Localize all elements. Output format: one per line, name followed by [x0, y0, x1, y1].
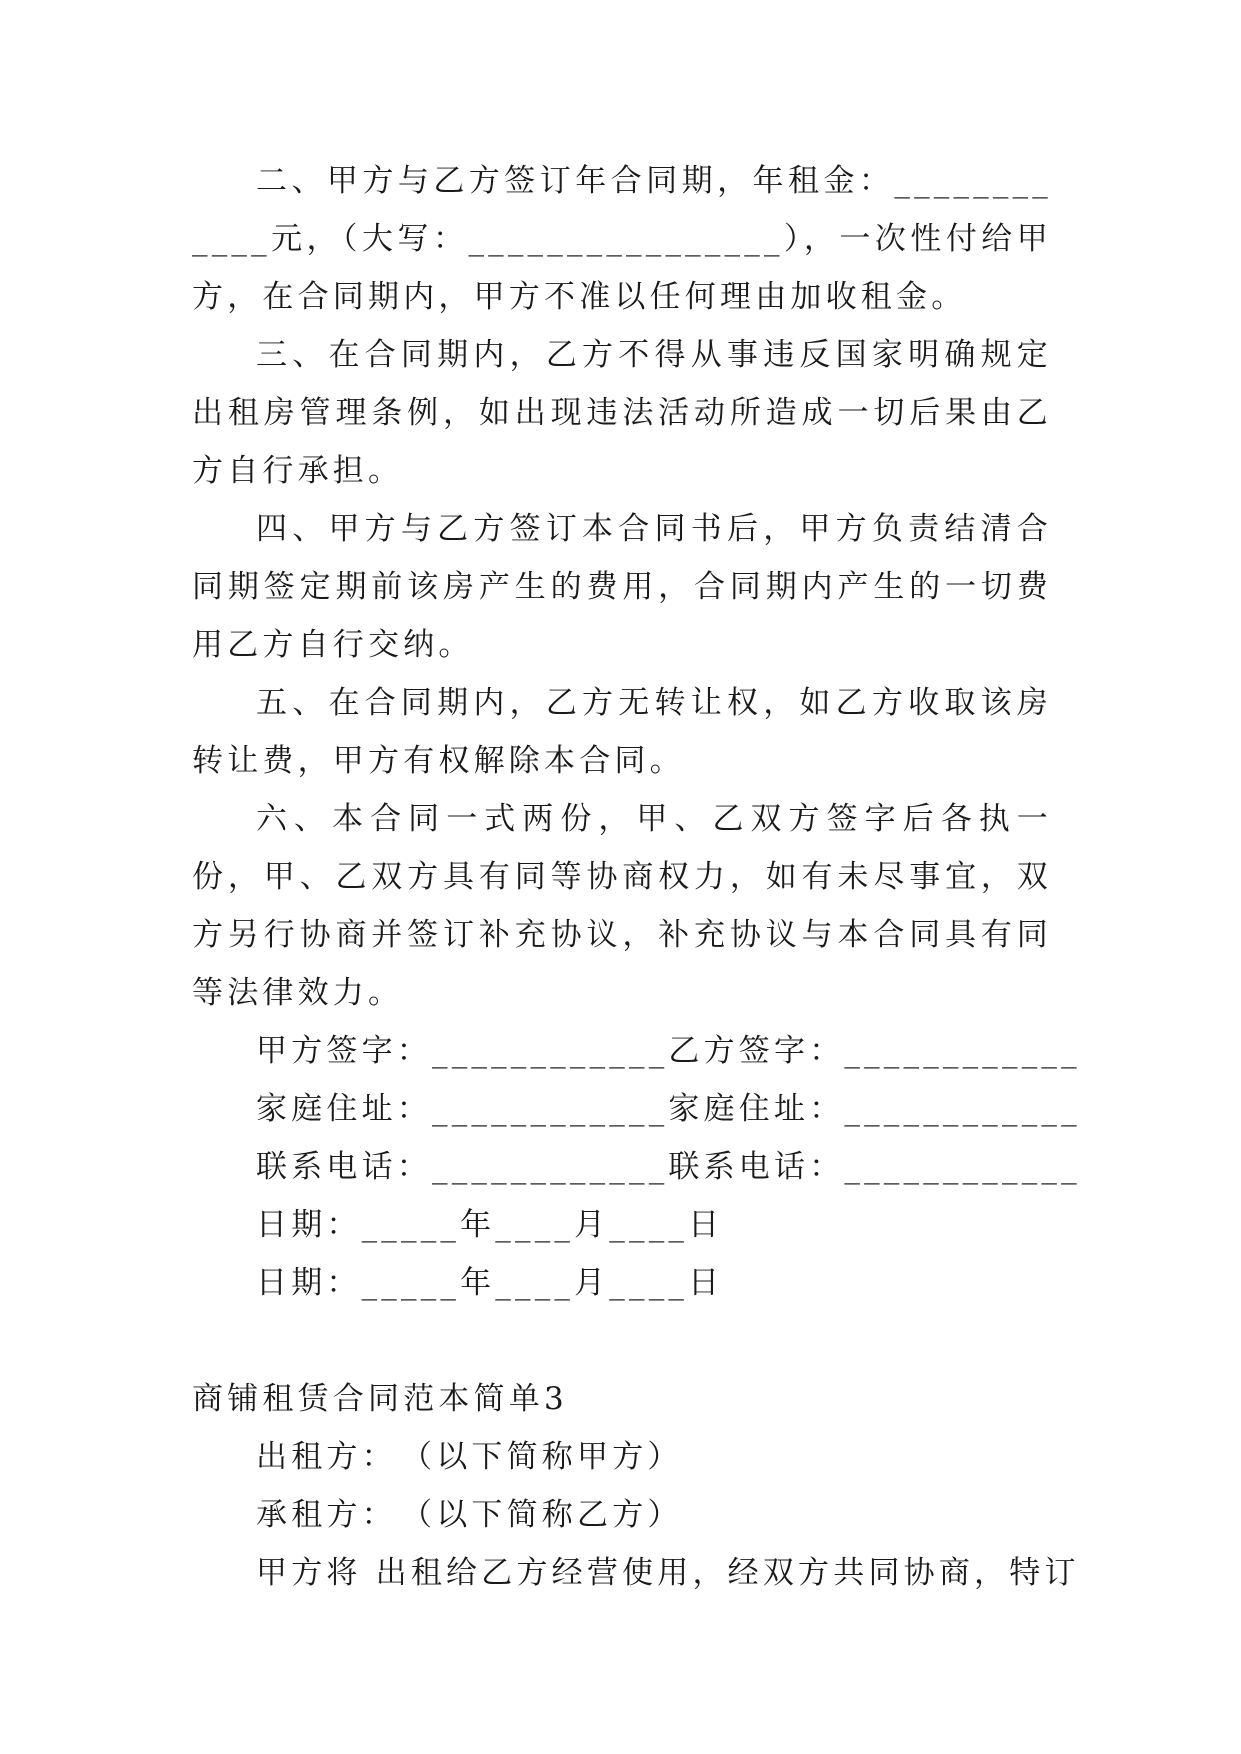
date-line-2: 日期：_____年____月____日	[256, 1265, 724, 1301]
intro-line: 甲方将 出租给乙方经营使用，经双方共同协商，特订	[256, 1555, 1080, 1591]
section-3	[192, 1370, 1080, 1602]
signature-block	[192, 1022, 1081, 1312]
clause-4: 四、甲方与乙方签订本合同书后，甲方负责结清合同期签定期前该房产生的费用，合同期内产生的一切费用乙方自行交纳。	[192, 511, 1052, 663]
clause-5: 五、在合同期内，乙方无转让权，如乙方收取该房转让费，甲方有权解除本合同。	[192, 685, 1052, 779]
contact-phone-line: 联系电话：____________联系电话：____________	[256, 1149, 1081, 1185]
lessee-line: 承租方： （以下简称乙方）	[256, 1497, 683, 1533]
date-line-1: 日期：_____年____月____日	[256, 1207, 724, 1243]
clause-3: 三、在合同期内，乙方不得从事违反国家明确规定出租房管理条例，如出现违法活动所造成一切后果由乙方自行承担。	[192, 337, 1052, 489]
clause-2: 二、甲方与乙方签订年合同期，年租金：____________元，（大写：________________），一次性付给甲方，在合同期内，甲方不准以任何理由加收租金。	[192, 163, 1052, 315]
document-body	[192, 152, 1081, 1602]
signature-line: 甲方签字：____________乙方签字：____________	[256, 1033, 1081, 1069]
clause-6: 六、本合同一式两份，甲、乙双方签字后各执一份，甲、乙双方具有同等协商权力，如有未尽事宜，双方另行协商并签订补充协议，补充协议与本合同具有同等法律效力。	[192, 801, 1052, 1011]
section-title: 商铺租赁合同范本简单3	[192, 1381, 568, 1417]
lessor-line: 出租方： （以下简称甲方）	[256, 1439, 683, 1475]
home-address-line: 家庭住址：____________家庭住址：____________	[256, 1091, 1081, 1127]
section-spacer	[192, 1312, 1052, 1370]
